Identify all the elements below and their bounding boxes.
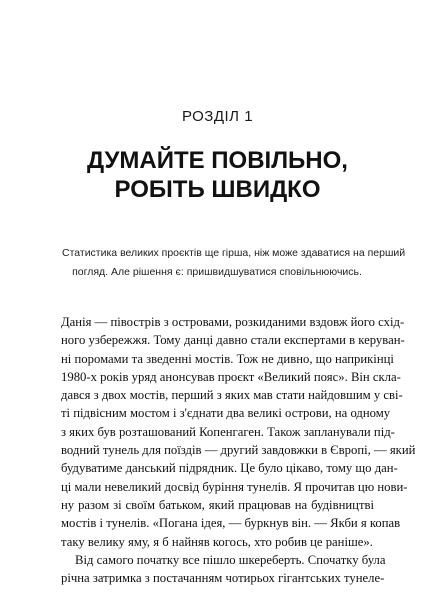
body-line: 1980-х років уряд анонсував проєкт «Великий пояс». Він скла- (61, 369, 401, 384)
body-line: водний тунель для поїздів — другий завдовжки в Європі, — який (61, 443, 416, 458)
epigraph (62, 244, 406, 282)
body-line: Данія — півострів з островами, розкиданими вздовж його схід- (61, 315, 405, 329)
body-line: мостів і тунелів. «Погана ідея, — буркнув він. — Якби я копав (61, 516, 401, 531)
body-line: ті підвісним мостом і з'єднати два великі острови, на одному (61, 406, 391, 421)
chapter-title (0, 146, 435, 204)
body-line: ні поромами та зведенні мостів. Тож не дивно, що наприкінці (61, 351, 394, 366)
body-text (61, 313, 416, 587)
chapter-title-line: РОБІТЬ ШВИДКО (114, 176, 321, 203)
body-line: дався з двох мостів, перший з яких мав стати найдовшим у сві- (61, 388, 403, 403)
body-line: річна затримка з постачанням чотирьох гігантських тунеле- (61, 571, 385, 586)
chapter-label: РОЗДІЛ 1 (181, 108, 254, 125)
body-line: ці мали невеликий досвід буріння тунелів. Я прочитав цю нови- (61, 479, 408, 494)
chapter-title-line: ДУМАЙТЕ ПОВІЛЬНО, (87, 147, 348, 174)
body-line: з яких був розташований Копенгаген. Також запланували під- (61, 424, 395, 439)
body-line: ного узбережжя. Тому данці давно стали експертами в керуван- (61, 333, 405, 348)
epigraph-line: погляд. Але рішення є: пришвидшуватися сповільнюючись. (72, 266, 362, 278)
body-line: Від самого початку все пішло шкереберть. Спочатку була (75, 552, 386, 567)
body-line: будуватиме данський підрядник. Це було цікаво, тому що дан- (61, 461, 398, 476)
body-line: таку велику яму, я б найняв когось, хто робив це раніше». (61, 534, 373, 549)
epigraph-line: Статистика великих проєктів ще гірша, ніж може здаватися на перший (62, 247, 406, 259)
body-line: ну разом зі своїм батьком, який працював на будівництві (61, 497, 374, 512)
